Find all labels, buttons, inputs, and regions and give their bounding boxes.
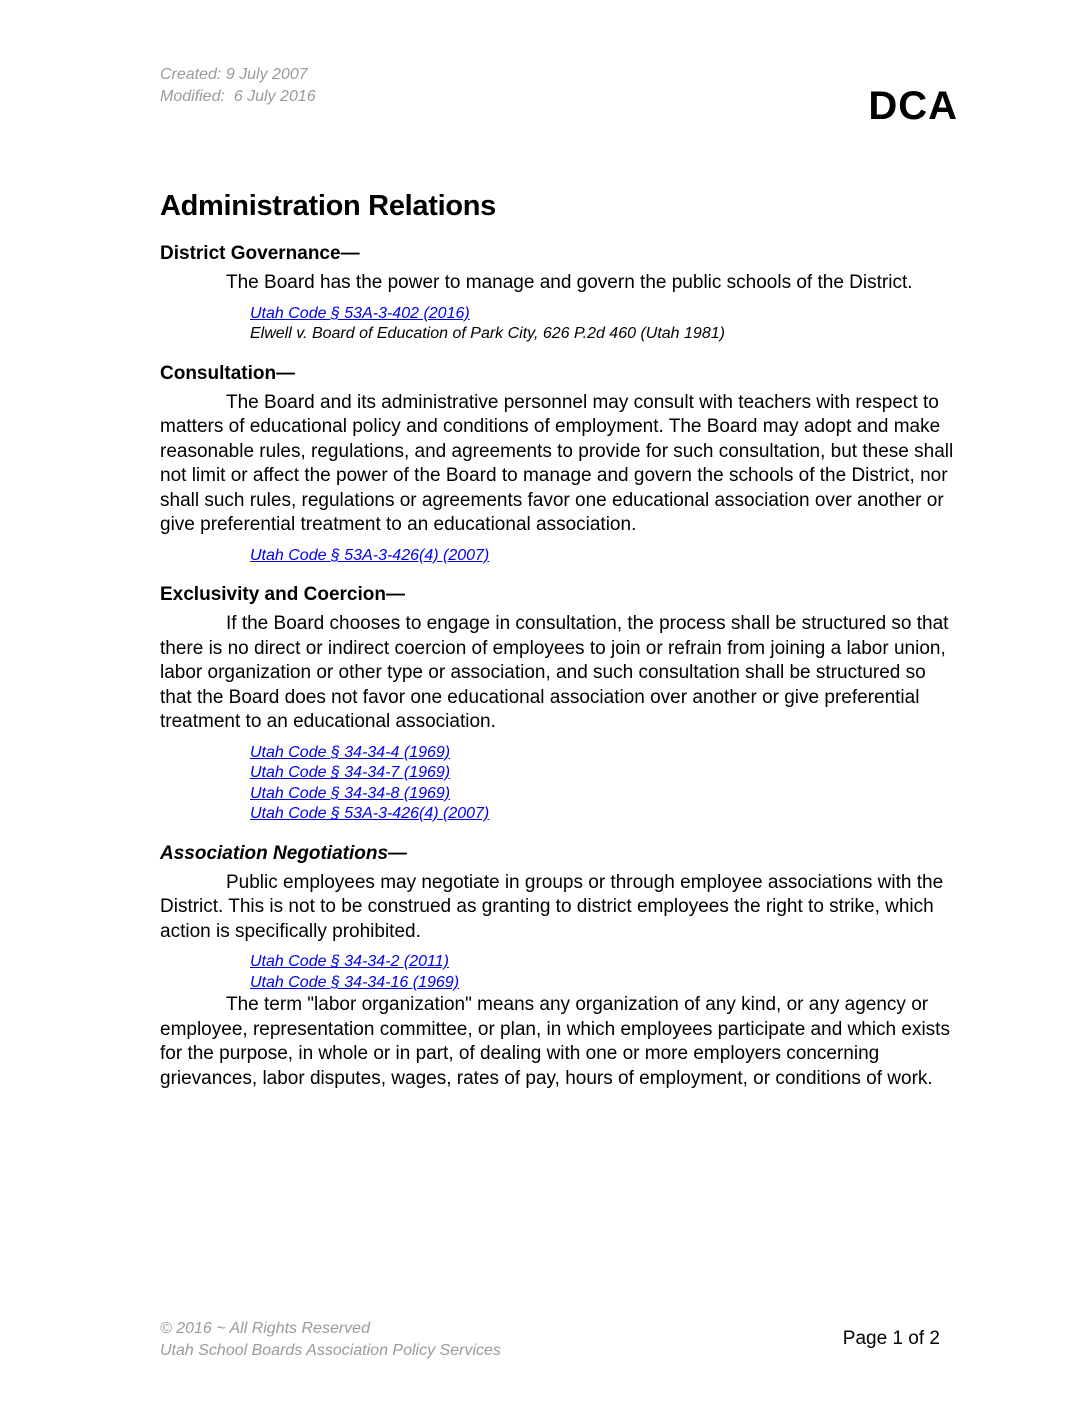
citation-link[interactable]: Utah Code § 53A-3-402 (2016) <box>250 304 470 322</box>
section-paragraph: The Board and its administrative personnel may consult with teachers with respect to matters of educational policy and conditions of employment. The Board may adopt and make reasonable rules, regulations, and agreements to provide for such consultation, but these shall not limit or affect the power of the Board to manage and govern the schools of the District, nor shall such rules, regulations or agreements favor one educational association over another or give preferential treatment to an educational association. <box>160 391 954 535</box>
citation-link[interactable]: Utah Code § 34-34-8 (1969) <box>250 784 451 802</box>
citation-text: Elwell v. Board of Education of Park City, 626 P.2d 460 (Utah 1981) <box>250 325 725 342</box>
modified-date: Modified: 6 July 2016 <box>160 88 316 105</box>
document-body <box>160 190 960 1109</box>
section-consultation <box>160 363 960 567</box>
footer-copyright-block <box>160 1318 501 1362</box>
citation-link[interactable]: Utah Code § 53A-3-426(4) (2007) <box>250 546 490 564</box>
copyright-text: © 2016 ~ All Rights Reserved <box>160 1320 370 1337</box>
document-dates <box>160 64 316 108</box>
section-paragraph: If the Board chooses to engage in consultation, the process shall be structured so that there is no direct or indirect coercion of employees to join or refrain from joining a labor union, labor organization or other type or association, and such consultation shall be structured so that the Board does not favor one educational association over another or give preferential treatment to an educational association. <box>160 613 949 732</box>
citation-list <box>250 743 960 825</box>
section-association-negotiations <box>160 843 960 1092</box>
page-title: Administration Relations <box>160 190 496 222</box>
page-number: Page 1 of 2 <box>842 1328 940 1349</box>
section-district-governance <box>160 243 960 345</box>
section-paragraph: The term "labor organization" means any organization of any kind, or any agency or employee, representation committee, or plan, in which employees participate and which exists for the purpose, in whole or in part, of dealing with one or more employers concerning grievances, labor disputes, wages, rates of pay, hours of employment, or conditions of work. <box>160 994 950 1089</box>
section-exclusivity-coercion <box>160 584 960 825</box>
section-paragraph: The Board has the power to manage and govern the public schools of the District. <box>226 272 913 293</box>
created-date: Created: 9 July 2007 <box>160 66 308 83</box>
section-heading: District Governance— <box>160 243 360 264</box>
section-heading: Association Negotiations— <box>160 842 408 864</box>
citation-link[interactable]: Utah Code § 34-34-16 (1969) <box>250 973 460 991</box>
section-heading: Exclusivity and Coercion— <box>160 584 405 605</box>
citation-link[interactable]: Utah Code § 34-34-4 (1969) <box>250 743 451 761</box>
publisher-text: Utah School Boards Association Policy Services <box>160 1342 501 1359</box>
citation-list <box>250 546 960 567</box>
citation-list <box>250 304 960 345</box>
citation-link[interactable]: Utah Code § 34-34-2 (2011) <box>250 953 449 970</box>
citation-link[interactable]: Utah Code § 34-34-7 (1969) <box>250 764 451 781</box>
citation-list <box>250 952 960 993</box>
policy-code: DCA <box>868 84 958 128</box>
section-paragraph: Public employees may negotiate in groups or through employee associations with the District. This is not to be construed as granting to district employees the right to strike, which action is specifically prohibited. <box>160 871 944 942</box>
citation-link[interactable]: Utah Code § 53A-3-426(4) (2007) <box>250 805 490 822</box>
section-heading: Consultation— <box>160 362 296 384</box>
